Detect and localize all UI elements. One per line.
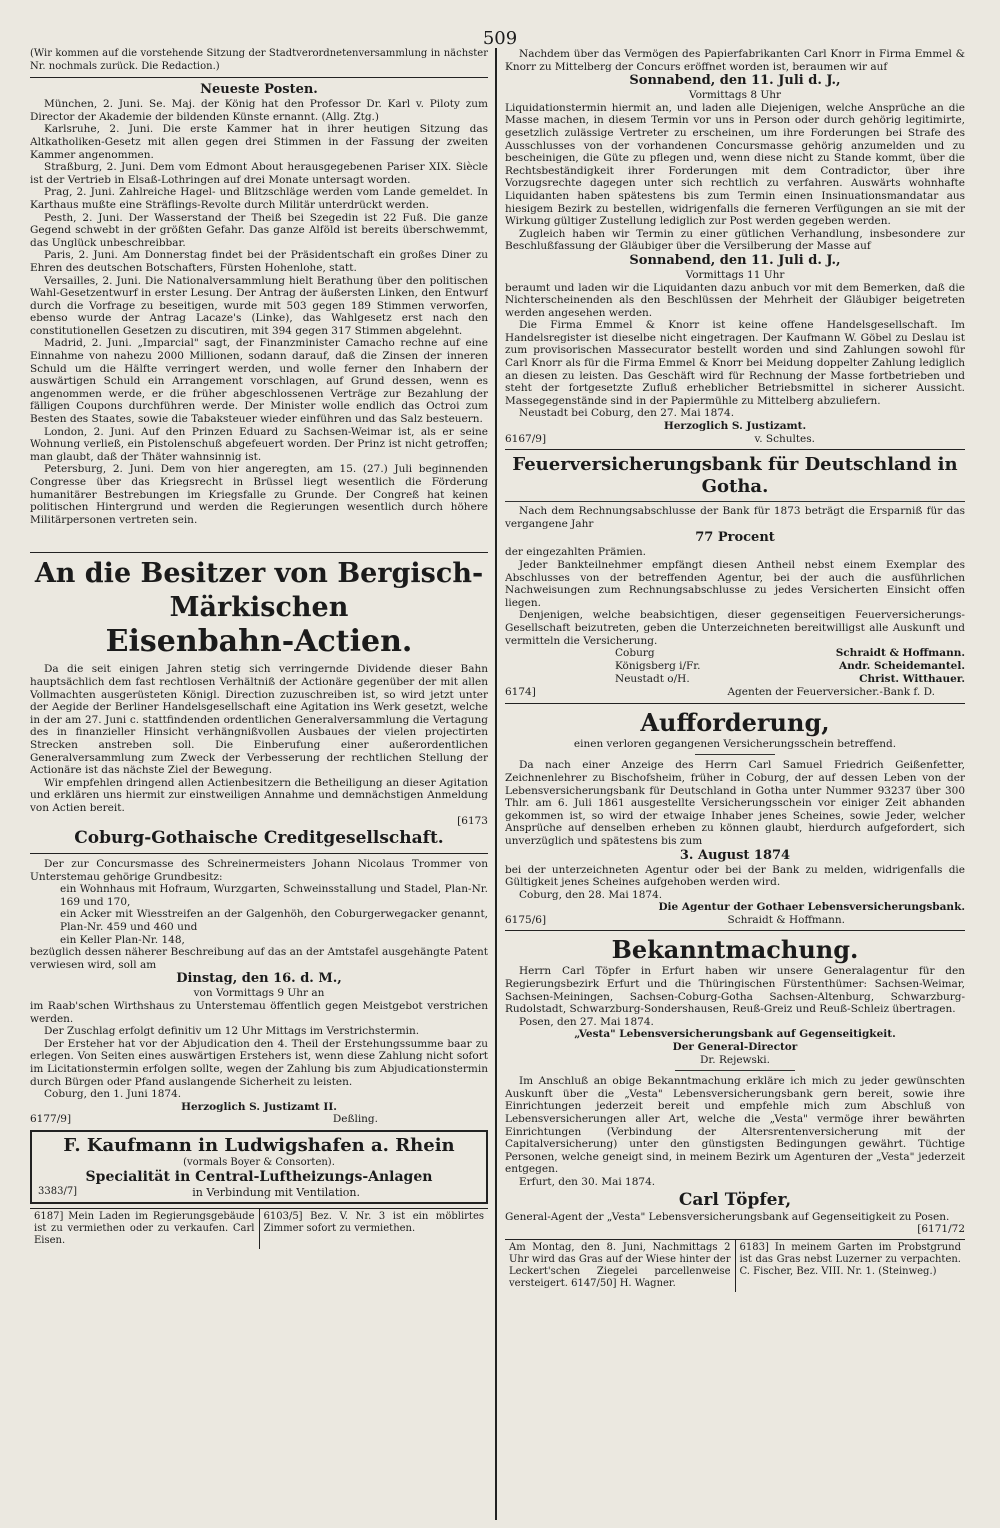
bekanntmachung-place-date: Erfurt, den 30. Mai 1874. <box>519 1175 656 1188</box>
aufforderung-names: Schraidt & Hoffmann. <box>727 913 845 926</box>
auction-official: Deßling. <box>332 1113 378 1126</box>
kaufmann-ad-title: F. Kaufmann in Ludwigshafen a. Rhein <box>63 1134 455 1156</box>
divider <box>675 1070 795 1071</box>
auction-place-date: Coburg, den 1. Juni 1874. <box>44 1088 182 1101</box>
concours-authority: Herzoglich S. Justizamt. <box>663 420 807 433</box>
news-item: München, 2. Juni. Se. Maj. der König hat den Professor Dr. Karl v. Piloty zum Director der Akademie der bildenden Künste ernannt. (Allg. Ztg.) <box>30 98 488 123</box>
ad-reference: 3383/7] <box>38 1185 78 1197</box>
divider <box>30 853 488 854</box>
concours-date: Sonnabend, den 11. Juli d. J., <box>629 252 841 268</box>
railway-ad-signature: Coburg-Gothaische Creditgesellschaft. <box>74 828 444 849</box>
divider <box>505 501 965 502</box>
kaufmann-ad-footer <box>38 1186 480 1199</box>
fire-insurance-text: der eingezahlten Prämien. <box>505 546 646 559</box>
fire-insurance-text: Jeder Bankteilnehmer empfängt diesen Antheil nebst einem Exemplar des Abschlusses von der betreffenden Agentur, bei der auch die ausführlichen Nachweisungen zum Rechnungsabschlusse zu jedes Versicherten Einsicht offen liegen. <box>505 559 965 609</box>
ad-reference: 6177/9] <box>30 1113 72 1126</box>
railway-ad-title: An die Besitzer von Bergisch-Märkischen <box>34 558 484 624</box>
auction-text: bezüglich dessen näherer Beschreibung auf das an der Amtstafel ausgehängte Patent verwiesen wird, soll am <box>30 946 488 971</box>
news-heading: Neueste Posten. <box>200 82 318 98</box>
kaufmann-ad-ventilation: in Verbindung mit Ventilation. <box>192 1185 360 1199</box>
divider <box>30 77 488 78</box>
news-item: Pesth, 2. Juni. Der Wasserstand der Theiß bei Szegedin ist 22 Fuß. Die ganze Gegend schwebt in der größten Gefahr. Das ganze Alföld ist bereits überschwemmt, das Unglück unbeschreibbar. <box>30 211 488 249</box>
kaufmann-ad <box>30 1130 488 1204</box>
agent-place: Coburg <box>615 647 655 660</box>
small-ad: Am Montag, den 8. Juni, Nachmittags 2 Uhr wird das Gras auf der Wiese hinter der Leckert'schen Ziegelei parcellenweise versteigert. 6147/50] H. Wagner. <box>509 1241 731 1289</box>
divider <box>695 754 775 755</box>
agent-name: Schraidt & Hoffmann. <box>835 647 965 660</box>
auction-text: Der Zuschlag erfolgt definitiv um 12 Uhr Mittags im Verstrichstermin. <box>44 1025 420 1038</box>
fire-insurance-ad <box>505 454 965 699</box>
aufforderung-title: Aufforderung, <box>640 707 830 737</box>
bekanntmachung-text: Herrn Carl Töpfer in Erfurt haben wir unsere Generalagentur für den Regierungsbezirk Erfurt und die Thüringischen Fürstenthümer: Sachsen-Weimar, Sachsen-Meiningen, Sachsen-Coburg-Gotha Sachsen-Altenburg, Schwarzburg-Rudolstadt, Schwarzburg-Sondershausen, Reuß-Greiz und Reuß-Schleiz übertragen. <box>505 965 965 1016</box>
vesta-director-name: Dr. Rejewski. <box>700 1053 770 1066</box>
small-ad: 6103/5] Bez. V. Nr. 3 ist ein möblirtes Zimmer sofort zu vermiethen. <box>259 1209 489 1249</box>
concours-footer <box>505 433 965 446</box>
concours-place-date: Neustadt bei Coburg, den 27. Mai 1874. <box>519 407 735 420</box>
concours-text: Liquidationstermin hiermit an, und laden alle Diejenigen, welche Ansprüche an die Masse machen, in diesem Termin vor uns in Person oder durch gehörig legitimirte, gesetzlich zulässige Vertreter zu erscheinen, um ihre Forderungen bei Strafe des Ausschlusses von der vorhandenen Concursmasse gehörig anzumelden und zu bescheinigen, die Güte zu pflegen und, wenn diese nicht zu Stande kommt, über die Rechtsbeständigkeit ihrer Forderungen mit dem Contradictor, über ihre Vorzugsrechte dagegen unter sich rechtlich zu verfahren. Auswärts wohnhafte Liquidanten haben spätestens bis zum Termin einen Insinuationsmandatar aus hiesigem Bezirk zu bestellen, widrigenfalls die ferneren Verfügungen an sie mit der Wirkung gültiger Zustellung lediglich zur Post werden gegeben werden. <box>505 101 965 228</box>
auction-item: ein Wohnhaus mit Hofraum, Wurzgarten, Schweinsstallung und Stadel, Plan-Nr. 169 und 170, <box>60 883 488 908</box>
kaufmann-ad-former: (vormals Boyer & Consorten). <box>183 1156 335 1168</box>
fire-insurance-title: Feuerversicherungsbank für Deutschland in Gotha. <box>512 454 958 498</box>
auction-authority: Herzoglich S. Justizamt II. <box>181 1100 337 1113</box>
concours-text: beraumt und laden wir die Liquidanten dazu anbuch vor mit dem Bemerken, daß die Nichterscheinenden als den Beschlüssen der Mehrheit der Gläubiger beigetreten werden angesehen werden. <box>505 281 965 319</box>
news-item: Straßburg, 2. Juni. Dem vom Edmont About herausgegebenen Pariser XIX. Siècle ist der Vertrieb in Elsaß-Lothringen auf drei Monate untersagt worden. <box>30 161 488 186</box>
aufforderung-signature: Die Agentur der Gothaer Lebensversicherungsbank. <box>658 901 965 914</box>
small-ads <box>505 1239 965 1292</box>
vesta-agent-name: Carl Töpfer, <box>678 1189 792 1210</box>
railway-ad <box>30 557 488 849</box>
agent-name: Christ. Witthauer. <box>859 673 965 686</box>
auction-time: von Vormittags 9 Uhr an <box>193 987 325 1000</box>
aufforderung-footer <box>505 914 965 927</box>
divider <box>505 703 965 704</box>
bekanntmachung-title: Bekanntmachung. <box>611 935 859 965</box>
concours-text: Nachdem über das Vermögen des Papierfabrikanten Carl Knorr in Firma Emmel & Knorr zu Mittelberg der Concurs eröffnet worden ist, beraumen wir auf <box>505 48 965 73</box>
agent-place: Königsberg i/Fr. <box>615 660 701 673</box>
aufforderung-text: Da nach einer Anzeige des Herrn Carl Samuel Friedrich Geißenfetter, Zeichnenlehrer zu Bischofsheim, früher in Coburg, der auf dessen Leben von der Lebensversicherungsbank für Deutschland in Gotha unter Nummer 93237 über 300 Thlr. am 6. Juli 1861 ausgestellte Versicherungsschein vor einiger Zeit abhanden gekommen ist, so wird der etwaige Inhaber jenes Scheines, sowie Jeder, welcher Ansprüche auf denselben erheben zu können glaubt, hierdurch aufgefordert, sich unverzüglich und spätestens bis zum <box>505 759 965 847</box>
agent-name: Andr. Scheidemantel. <box>838 660 965 673</box>
divider <box>505 449 965 450</box>
auction-date: Dinstag, den 16. d. M., <box>176 971 342 987</box>
small-ads <box>30 1208 488 1249</box>
agent-place: Neustadt o/H. <box>615 673 690 686</box>
fire-insurance-text: Nach dem Rechnungsabschlusse der Bank für 1873 beträgt die Ersparniß für das vergangene Jahr <box>505 505 965 530</box>
divider <box>30 552 488 553</box>
ad-reference: [6173 <box>457 814 488 827</box>
ad-reference: 6175/6] <box>505 913 547 926</box>
column-divider <box>495 48 497 1520</box>
aufforderung-date: 3. August 1874 <box>679 847 791 863</box>
news-item: Karlsruhe, 2. Juni. Die erste Kammer hat in ihrer heutigen Sitzung das Altkatholiken-Gesetz mit allen gegen drei Stimmen in der Fassung der zweiten Kammer angenommen. <box>30 123 488 161</box>
concours-date: Sonnabend, den 11. Juli d. J., <box>629 73 841 89</box>
aufforderung-notice <box>505 708 965 927</box>
aufforderung-subtitle: einen verloren gegangenen Versicherungsschein betreffend. <box>573 737 897 750</box>
railway-ad-body: Da die seit einigen Jahren stetig sich verringernde Dividende dieser Bahn hauptsächlich dem fast rechtlosen Verhältniß der Actionäre gegenüber der mit allen Vollmachten ausgerüsteten Königl. Direction zuzuschreiben ist, so wird jetzt unter der Aegide der Berliner Handelsgesellschaft eine Agitation ins Werk gesetzt, welche in der am 27. Juni c. stattfindenden ordentlichen Generalversammlung die Vertagung des in finanzieller Hinsicht verhängnißvollen Ausbaues der vielen projectirten Strecken anstreben soll. Die Einberufung einer außerordentlichen Generalversammlung zum Zweck der Verbesserung der rechtlichen Stellung der Actionäre ist das nächste Ziel der Bewegung. <box>30 663 488 777</box>
fire-insurance-amount: 77 Procent <box>695 530 775 546</box>
concours-text: Die Firma Emmel & Knorr ist keine offene Handelsgesellschaft. Im Handelsregister ist dieselbe nicht eingetragen. Der Kaufmann W. Göbel zu Deslau ist zum provisorischen Massecurator bestellt worden und sind Zahlungen sowohl für Carl Knorr als für die Firma Emmel & Knorr bei Meidung doppelter Zahlung lediglich an diesen zu leisten. Das Geschäft wird für Rechnung der Masse fortbetrieben und steht der fortgesetzte Zufluß erheblicher Betriebsmittel in sicherer Aussicht. Massegegenstände sind in der Papiermühle zu Mittelberg abzuliefern. <box>505 319 965 407</box>
right-column <box>505 48 965 1292</box>
left-column <box>30 48 488 1249</box>
vesta-agent-title: General-Agent der „Vesta" Lebensversicherungsbank auf Gegenseitigkeit zu Posen. <box>505 1210 950 1223</box>
concours-text: Zugleich haben wir Termin zu einer gütlichen Verhandlung, insbesondere zur Beschlußfassung der Gläubiger über die Versilberung der Masse auf <box>505 227 965 253</box>
news-item: Paris, 2. Juni. Am Donnerstag findet bei der Präsidentschaft ein großes Diner zu Ehren des deutschen Botschafters, Fürsten Hohenlohe, statt. <box>30 249 488 274</box>
kaufmann-ad-specialty: Specialität in Central-Luftheizungs-Anlagen <box>85 1168 433 1185</box>
auction-item: ein Acker mit Wiesstreifen an der Galgenhöh, den Coburgerwegacker genannt, Plan-Nr. 459 und 460 und <box>60 908 488 934</box>
auction-text: Der Ersteher hat vor der Abjudication den 4. Theil der Erstehungssumme baar zu erlegen. Von Seiten eines auswärtigen Erstehers ist, wenn diese Zahlung nicht sofort im Licitationstermin erfolgen sollte, wegen der Zahlung bis zum Abjudicationstermin durch Bürgen oder Pfand auslangende Sicherheit zu leisten. <box>30 1037 488 1088</box>
agent-row <box>505 673 965 686</box>
news-item: London, 2. Juni. Auf den Prinzen Eduard zu Sachsen-Weimar ist, als er seine Wohnung verließ, ein Pistolenschuß abgefeuert worden. Der Prinz ist nicht getroffen; man glaubt, daß der Thäter wahnsinnig ist. <box>30 425 488 463</box>
auction-intro: Der zur Concursmasse des Schreinermeisters Johann Nicolaus Trommer von Unterstemau gehörige Grundbesitz: <box>30 858 488 883</box>
small-ad: 6183] In meinem Garten im Probstgrund ist das Gras nebst Luzerner zu verpachten. C. Fischer, Bez. VIII. Nr. 1. (Steinweg.) <box>735 1240 966 1292</box>
bekanntmachung-place-date: Posen, den 27. Mai 1874. <box>519 1015 654 1028</box>
auction-text: im Raab'schen Wirthshaus zu Unterstemau öffentlich gegen Meistgebot verstrichen werden. <box>30 1000 488 1025</box>
news-item: Madrid, 2. Juni. „Imparcial" sagt, der Finanzminister Camacho rechne auf eine Einnahme von nahezu 2000 Millionen, sodann darauf, daß die Zinsen der inneren Schuld um die Hälfte verringert werden, und wolle ferner den Inhabern der auswärtigen Schuld ein Arrangement vorschlagen, auf Grund dessen, wenn es angenommen werde, er die früher abgeschlossenen Verträge zur Bezahlung der fälligen Coupons durchführen werde. Der Minister wolle endlich das Octroi zum Besten des Staates, sowie die Tabaksteuer wieder einführen und das Salz besteuern. <box>30 337 488 426</box>
bekanntmachung-notice <box>505 935 965 1235</box>
agent-row <box>505 660 965 673</box>
news-item: Petersburg, 2. Juni. Dem von hier angeregten, am 15. (27.) Juli beginnenden Congresse über das Kriegsrecht in Brüssel liegt wesentlich die Förderung humanitärer Bestrebungen im Kriegsfalle zu Grunde. Der Congreß hat keinen politischen Hintergrund und werden die Regierungen wesentlich durch höhere Militärpersonen vertreten sein. <box>30 463 488 526</box>
vesta-company: „Vesta" Lebensversicherungsbank auf Gegenseitigkeit. <box>574 1028 896 1041</box>
ad-reference: [6171/72 <box>917 1223 965 1236</box>
ad-reference: 6174] <box>505 686 536 699</box>
news-item: Prag, 2. Juni. Zahlreiche Hagel- und Blitzschläge werden vom Lande gemeldet. In Karthaus mußte eine Sträflings-Revolte durch Militär unterdrückt werden. <box>30 186 488 211</box>
aufforderung-text: bei der unterzeichneten Agentur oder bei der Bank zu melden, widrigenfalls die Gültigkeit jenes Scheines aufgehoben werden wird. <box>505 863 965 889</box>
fire-insurance-text: Denjenigen, welche beabsichtigen, dieser gegenseitigen Feuerversicherungs-Gesellschaft beizutreten, geben die Unterzeichneten bereitwilligst alle Auskunft und vermitteln die Versicherung. <box>505 609 965 647</box>
concours-notice <box>505 48 965 445</box>
news-item: Versailles, 2. Juni. Die Nationalversammlung hielt Berathung über den politischen Wahl-Gesetzentwurf in erster Lesung. Der Antrag der äußersten Linken, den Entwurf durch die Vorfrage zu beseitigen, wurde mit 503 gegen 189 Stimmen verworfen, ebenso wurde der Antrag Lacaze's (Linke), das Wahlgesetz erst nach den constitutionellen Gesetzen zu discutiren, mit 394 gegen 317 Stimmen abgelehnt. <box>30 274 488 337</box>
page-number: 509 <box>482 28 518 49</box>
railway-ad-title-2: Eisenbahn-Actien. <box>105 624 413 660</box>
small-ad: 6187] Mein Laden im Regierungsgebäude ist zu vermiethen oder zu verkaufen. Carl Eisen. <box>34 1210 255 1246</box>
bekanntmachung-text: Im Anschluß an obige Bekanntmachung erkläre ich mich zu jeder gewünschten Auskunft über die „Vesta" Lebensversicherungsbank gern bereit, sowie ihre Einrichtungen jederzeit bereit und empfehle mich zum Abschluß von Lebensversicherungen aller Art, welche die „Vesta" vermöge ihrer bewährten Einrichtungen (Verbindung der Altersrentenversicherung mit der Capitalversicherung) unter den günstigsten Bedingungen gewährt. Tüchtige Personen, welche geneigt sind, in meinem Bezirk um Agenturen der „Vesta" jederzeit entgegen. <box>505 1075 965 1176</box>
concours-official: v. Schultes. <box>754 432 815 445</box>
vesta-director-title: Der General-Director <box>672 1041 798 1054</box>
divider <box>505 930 965 931</box>
auction-notice <box>30 858 488 1126</box>
fire-insurance-footer <box>505 686 965 699</box>
railway-ad-body-2: Wir empfehlen dringend allen Actienbesitzern die Betheiligung an dieser Agitation und erklären uns hiermit zur einstweiligen Annahme und demnächstigen Anmeldung von Actien bereit. <box>30 776 488 814</box>
auction-item: ein Keller Plan-Nr. 148, <box>60 933 185 946</box>
editor-note: (Wir kommen auf die vorstehende Sitzung der Stadtverordnetenversammlung in nächster Nr. nochmals zurück. Die Redaction.) <box>30 48 488 72</box>
concours-time: Vormittags 11 Uhr <box>685 268 785 281</box>
concours-time: Vormittags 8 Uhr <box>688 89 782 102</box>
auction-footer <box>30 1113 488 1126</box>
agent-row <box>505 647 965 660</box>
fire-insurance-agents-label: Agenten der Feuerversicher.-Bank f. D. <box>727 686 935 699</box>
aufforderung-place-date: Coburg, den 28. Mai 1874. <box>519 888 663 901</box>
ad-reference: 6167/9] <box>505 432 547 445</box>
